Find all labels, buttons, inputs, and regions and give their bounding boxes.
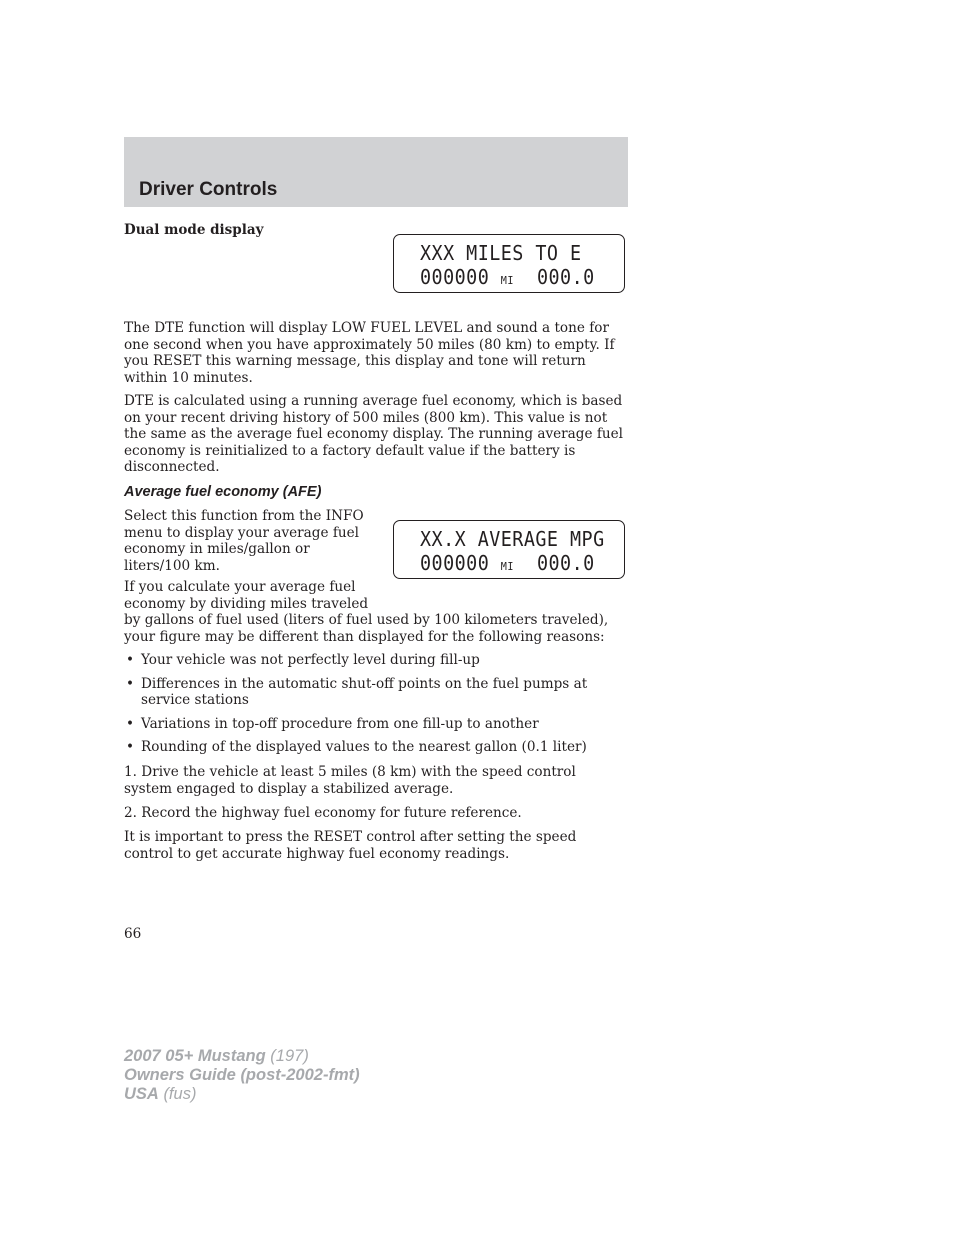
dual-mode-heading: Dual mode display <box>124 222 264 238</box>
afe-step-1: 1. Drive the vehicle at least 5 miles (8 km) with the speed control system engaged to display a stabilized average. <box>124 764 576 797</box>
section-header-band <box>124 137 628 207</box>
afe-heading: Average fuel economy (AFE) <box>124 484 322 500</box>
afe-calc-paragraph-part1: If you calculate your average fuel economy by dividing miles traveled <box>124 579 369 612</box>
footer-line-2 <box>124 1066 360 1085</box>
footer-guide: Owners Guide (post-2002-fmt) <box>124 1066 360 1084</box>
dte-calculation-paragraph: DTE is calculated using a running average fuel economy, which is based on your recent driving history of 500 miles (800 km). This value is not the same as the average fuel economy display. The running average fuel economy is reinitialized to a factory default value if the battery is disconnected. <box>124 393 624 475</box>
list-item <box>124 739 604 756</box>
afe-closing-paragraph: It is important to press the RESET control after setting the speed control to get accurate highway fuel economy readings. <box>124 829 577 862</box>
afe-calc-paragraph-part2: by gallons of fuel used (liters of fuel used by 100 kilometers traveled), your figure may be different than displayed for the following reasons: <box>124 612 609 645</box>
bullet-icon: • <box>126 675 135 692</box>
page-number: 66 <box>124 926 142 942</box>
list-item <box>124 676 604 709</box>
footer-model-code: (197) <box>270 1047 309 1065</box>
list-item <box>124 652 604 669</box>
footer-line-1 <box>124 1047 360 1066</box>
bullet-icon: • <box>126 715 135 732</box>
dte-display-trip: 000.0 <box>536 265 595 289</box>
dte-display-line2 <box>420 266 595 292</box>
list-item-text: Rounding of the displayed values to the nearest gallon (0.1 liter) <box>141 739 587 755</box>
bullet-icon: • <box>126 652 135 668</box>
afe-display-trip: 000.0 <box>536 551 595 575</box>
afe-display-line1: XX.X AVERAGE MPG <box>420 527 605 551</box>
list-item-text: Your vehicle was not perfectly level during fill-up <box>141 652 480 668</box>
afe-display-odometer: 000000 <box>420 551 490 575</box>
list-item <box>124 716 604 733</box>
dte-low-fuel-paragraph: The DTE function will display LOW FUEL LEVEL and sound a tone for one second when you have approximately 50 miles (80 km) to empty. If you RESET this warning message, this display and tone will return within 10 minutes. <box>124 320 615 386</box>
footer-market-code: (fus) <box>163 1085 197 1103</box>
afe-display-unit: MI <box>500 560 514 573</box>
afe-display-line2 <box>420 552 595 578</box>
footer-line-3 <box>124 1085 360 1104</box>
afe-step-2: 2. Record the highway fuel economy for future reference. <box>124 805 522 821</box>
footer-model: 2007 05+ Mustang <box>124 1047 266 1065</box>
list-item-text: Differences in the automatic shut-off points on the fuel pumps at service stations <box>141 675 588 708</box>
footer-market: USA <box>124 1085 159 1103</box>
afe-display-illustration <box>393 520 625 579</box>
dte-display-unit: MI <box>500 274 514 287</box>
section-title: Driver Controls <box>139 179 278 200</box>
dte-display-odometer: 000000 <box>420 265 490 289</box>
bullet-icon: • <box>126 739 135 755</box>
document-footer <box>124 1047 360 1104</box>
afe-intro-paragraph: Select this function from the INFO menu to display your average fuel economy in miles/gallon or liters/100 km. <box>124 508 364 574</box>
dte-display-line1: XXX MILES TO E <box>420 241 582 265</box>
list-item-text: Variations in top-off procedure from one fill-up to another <box>141 715 539 732</box>
afe-reasons-list <box>124 652 604 763</box>
dte-display-illustration <box>393 234 625 293</box>
